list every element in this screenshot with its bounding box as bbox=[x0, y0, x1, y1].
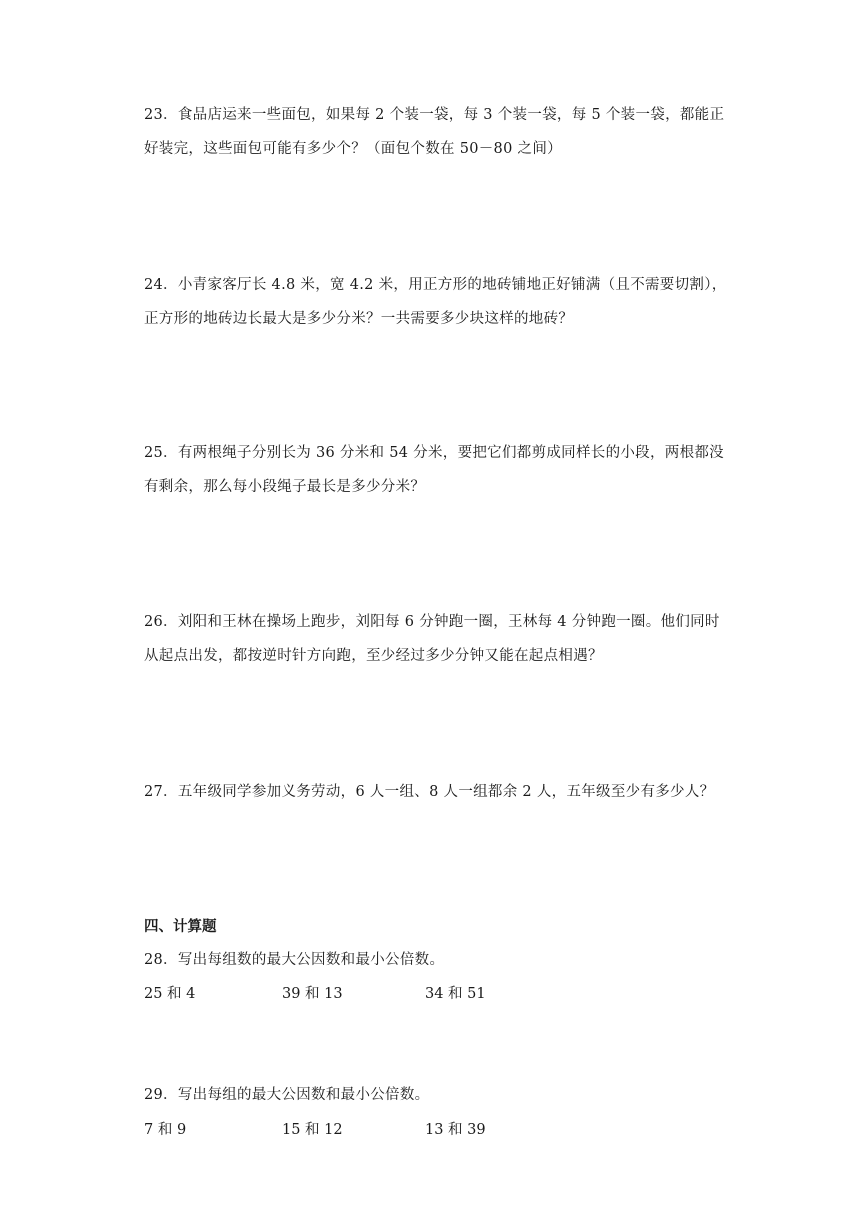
problem-line: 27．五年级同学参加义务劳动，6 人一组、8 人一组都余 2 人，五年级至少有多少人？ bbox=[144, 784, 715, 800]
section-title: 四、计算题 bbox=[144, 919, 217, 935]
problem-line: 24．小青家客厅长 4.8 米，宽 4.2 米，用正方形的地砖铺地正好铺满（且不需要切割）， bbox=[144, 277, 727, 293]
problem-line: 26．刘阳和王林在操场上跑步，刘阳每 6 分钟跑一圈，王林每 4 分钟跑一圈。他们同时 bbox=[144, 614, 720, 630]
problem-26 bbox=[144, 605, 724, 673]
problem-25 bbox=[144, 436, 724, 504]
problem-29-pairs bbox=[144, 1120, 544, 1140]
number-pair: 15 和 12 bbox=[282, 1122, 343, 1138]
problem-23 bbox=[144, 98, 724, 166]
number-pair: 25 和 4 bbox=[144, 986, 196, 1002]
problem-line: 从起点出发，都按逆时针方向跑，至少经过多少分钟又能在起点相遇？ bbox=[144, 648, 603, 664]
number-pair: 34 和 51 bbox=[425, 986, 486, 1002]
problem-24 bbox=[144, 268, 727, 336]
problem-line: 好装完，这些面包可能有多少个？（面包个数在 50－80 之间） bbox=[144, 141, 562, 157]
problem-29: 29．写出每组的最大公因数和最小公倍数。 bbox=[144, 1087, 430, 1103]
problem-line: 正方形的地砖边长最大是多少分米？一共需要多少块这样的地砖？ bbox=[144, 311, 574, 327]
problem-28: 28．写出每组数的最大公因数和最小公倍数。 bbox=[144, 952, 445, 968]
number-pair: 13 和 39 bbox=[425, 1122, 486, 1138]
problem-28-pairs bbox=[144, 984, 544, 1004]
problem-27 bbox=[144, 775, 724, 809]
number-pair: 39 和 13 bbox=[282, 986, 343, 1002]
problem-line: 23．食品店运来一些面包，如果每 2 个装一袋，每 3 个装一袋，每 5 个装一袋，都能正 bbox=[144, 107, 725, 123]
problem-line: 有剩余，那么每小段绳子最长是多少分米？ bbox=[144, 479, 426, 495]
problem-line: 25．有两根绳子分别长为 36 分米和 54 分米，要把它们都剪成同样长的小段，两根都没 bbox=[144, 445, 724, 461]
number-pair: 7 和 9 bbox=[144, 1122, 187, 1138]
